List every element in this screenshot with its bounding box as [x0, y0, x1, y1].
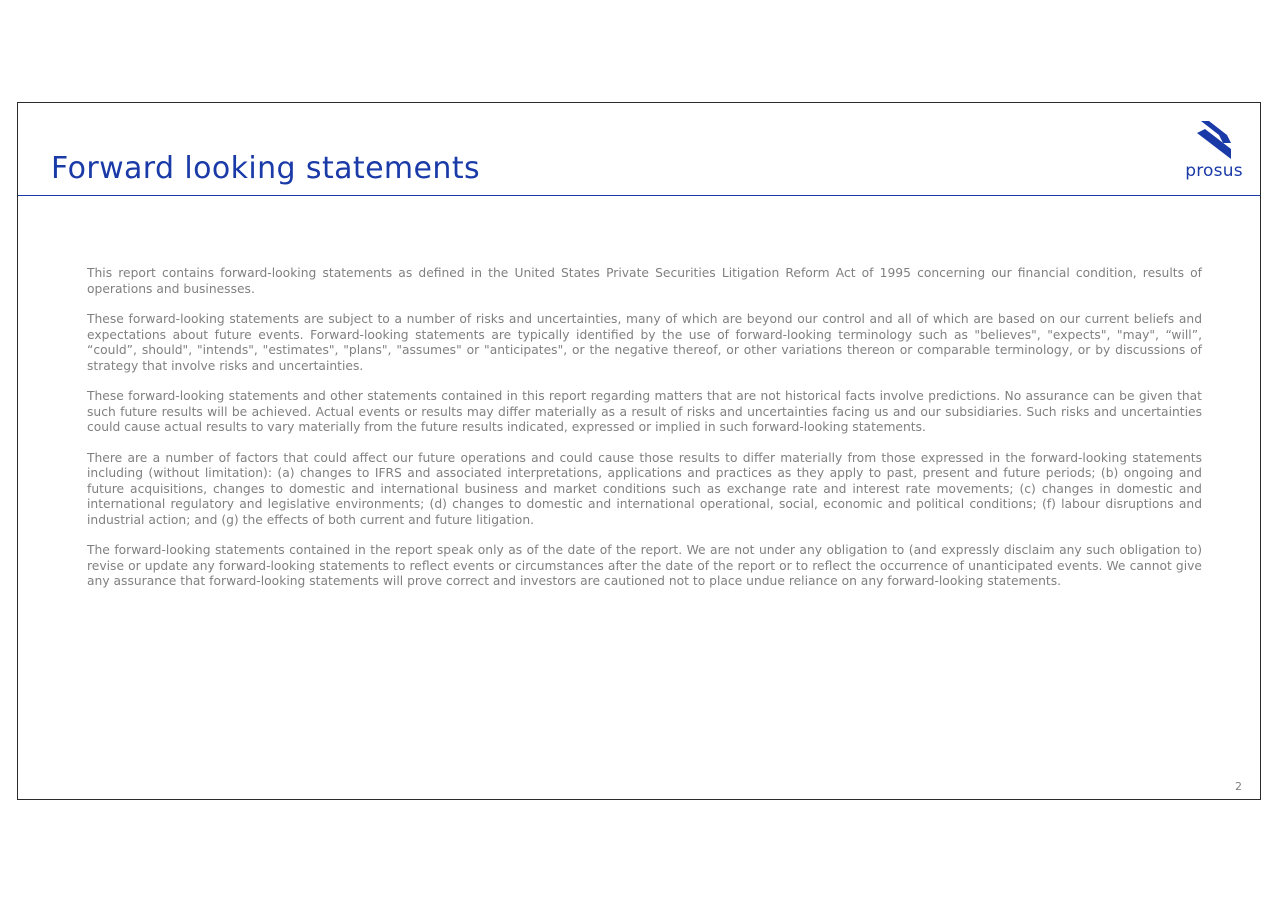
page-number: 2	[1235, 780, 1242, 793]
slide	[17, 102, 1261, 800]
logo-wordmark: prosus	[1185, 161, 1243, 181]
paragraph-predictions: These forward-looking statements and other statements contained in this report regarding matters that are not historical facts involve predictions. No assurance can be given that such future results will be achieved. Actual events or results may differ materially as a result of risks and uncertainties facing us and our subsidiaries. Such risks and uncertainties could cause actual results to vary materially from the future results indicated, expressed or implied in such forward-looking statements.	[87, 389, 1202, 434]
paragraph-risks: These forward-looking statements are subject to a number of risks and uncertainties, many of which are beyond our control and all of which are based on our current beliefs and expectations about future events. Forward-looking statements are typically identified by the use of forward-looking terminology such as "believes", "expects", "may", “will”, “could”, should", "intends", "estimates", "plans", "assumes" or "anticipates", or the negative thereof, or other variations thereon or comparable terminology, or by discussions of strategy that involve risks and uncertainties.	[87, 312, 1202, 373]
paragraph-intro: This report contains forward-looking statements as defined in the United States Private Securities Litigation Reform Act of 1995 concerning our financial condition, results of operations and businesses.	[87, 266, 1202, 296]
disclaimer-body	[87, 266, 1202, 605]
paragraph-factors: There are a number of factors that could affect our future operations and could cause those results to differ materially from those expressed in the forward-looking statements including (without limitation): (a) changes to IFRS and associated interpretations, applications and practices as they apply to past, present and future periods; (b) ongoing and future acquisitions, changes to domestic and international business and market conditions such as exchange rate and interest rate movements; (c) changes in domestic and international regulatory and legislative environments; (d) changes to domestic and international operational, social, economic and political conditions; (f) labour disruptions and industrial action; and (g) the effects of both current and future litigation.	[87, 450, 1202, 527]
prosus-logo-icon	[1195, 119, 1233, 161]
title-divider	[18, 195, 1260, 196]
prosus-logo	[1180, 119, 1248, 183]
page-title: Forward looking statements	[51, 151, 481, 186]
paragraph-obligations: The forward-looking statements contained in the report speak only as of the date of the report. We are not under any obligation to (and expressly disclaim any such obligation to) revise or update any forward-looking statements to reflect events or circumstances after the date of the report or to reflect the occurrence of unanticipated events. We cannot give any assurance that forward-looking statements will prove correct and investors are cautioned not to place undue reliance on any forward-looking statements.	[87, 543, 1202, 588]
